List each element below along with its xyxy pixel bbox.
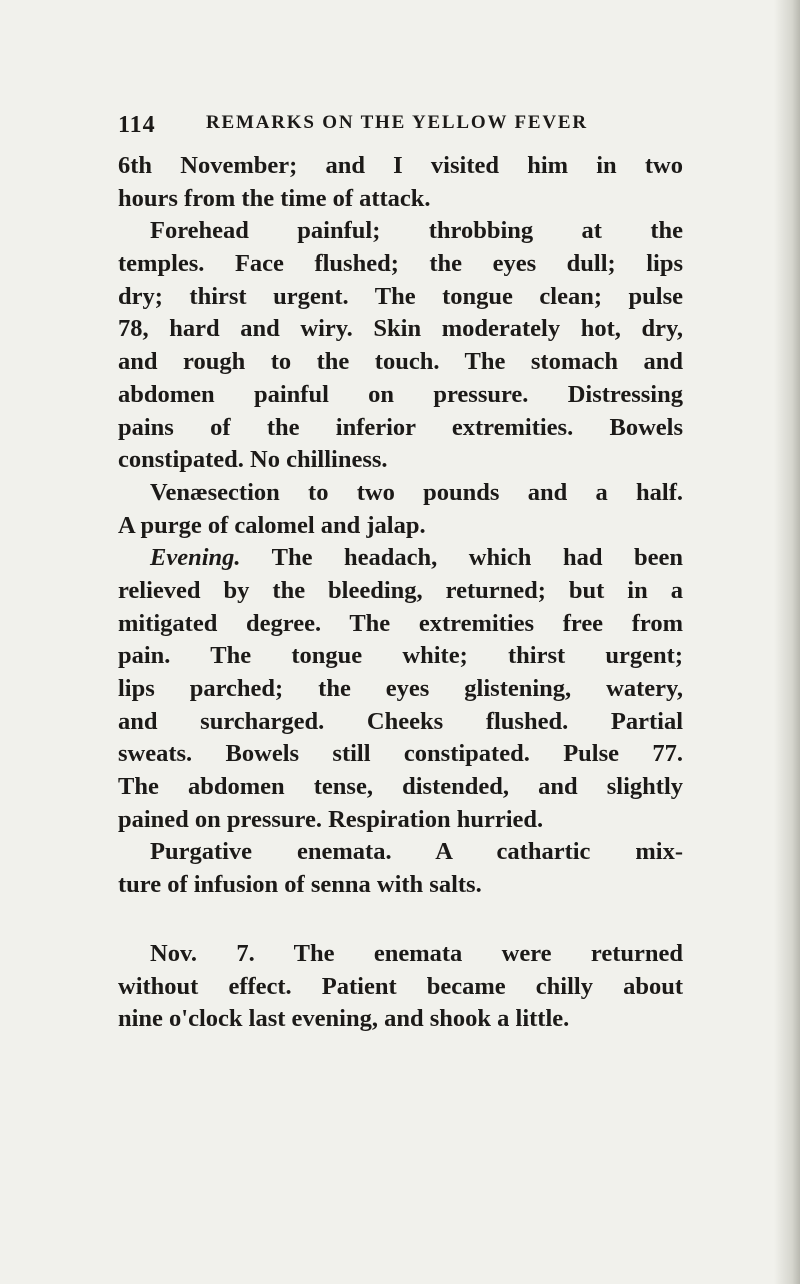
text-line: pains of the inferior extremities. Bowels (118, 413, 683, 441)
text-line: without effect. Patient became chilly about (118, 972, 683, 1000)
text-line: mitigated degree. The extremities free from (118, 609, 683, 637)
evening-lead: Evening. (150, 544, 241, 572)
text-line: ture of infusion of senna with salts. (118, 871, 482, 899)
text-line-rest: The headach, which had been (240, 544, 683, 572)
running-title: REMARKS ON THE YELLOW FEVER (206, 112, 588, 133)
text-line: dry; thirst urgent. The tongue clean; pulse (118, 282, 683, 310)
page-edge-shadow (774, 0, 800, 1284)
text-line: Venæsection to two pounds and a half. (150, 478, 683, 506)
text-line (118, 542, 683, 575)
text-line: pain. The tongue white; thirst urgent; (118, 642, 683, 670)
text-line: nine o'clock last evening, and shook a little. (118, 1005, 570, 1033)
section-gap (118, 902, 683, 938)
text-line: constipated. No chilliness. (118, 446, 388, 474)
text-line: abdomen painful on pressure. Distressing (118, 380, 683, 408)
text-line: relieved by the bleeding, returned; but in a (118, 576, 683, 604)
text-line: Forehead painful; throbbing at the (150, 217, 683, 245)
text-line: and surcharged. Cheeks flushed. Partial (118, 707, 683, 735)
text-line: Purgative enemata. A cathartic mix- (150, 838, 683, 866)
text-line: The abdomen tense, distended, and slightly (118, 773, 683, 801)
text-line: A purge of calomel and jalap. (118, 511, 426, 539)
text-line: sweats. Bowels still constipated. Pulse 77. (118, 740, 683, 768)
text-line: temples. Face flushed; the eyes dull; lips (118, 250, 683, 278)
text-line: Nov. 7. The enemata were returned (150, 939, 683, 967)
body-text (118, 150, 683, 1036)
text-line: pained on pressure. Respiration hurried. (118, 805, 544, 833)
text-line: and rough to the touch. The stomach and (118, 348, 683, 376)
text-line: 78, hard and wiry. Skin moderately hot, dry, (118, 315, 683, 343)
page-number: 114 (118, 112, 156, 138)
text-line: lips parched; the eyes glistening, watery, (118, 675, 683, 702)
running-head (118, 112, 678, 148)
text-line: 6th November; and I visited him in two (118, 152, 683, 179)
text-line: hours from the time of attack. (118, 184, 431, 212)
